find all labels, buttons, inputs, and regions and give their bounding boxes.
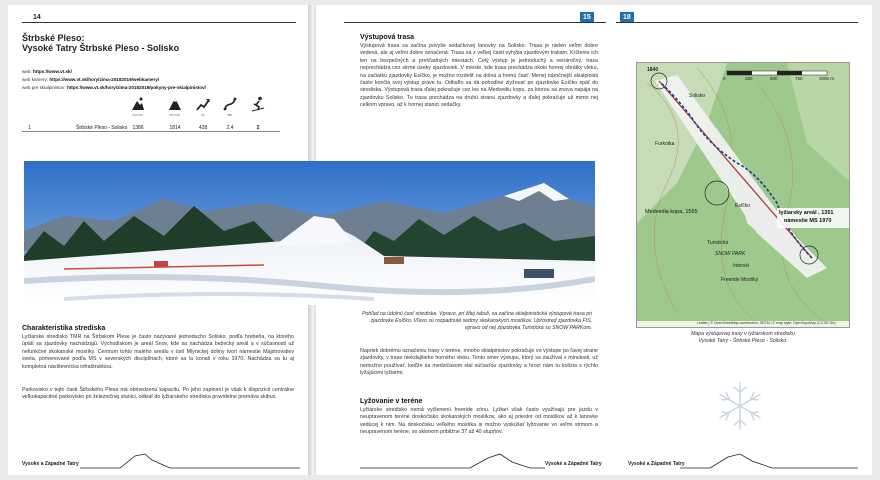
- stat-row-number: 1: [28, 125, 31, 131]
- ascent-route-text: Výstupová trasa sa začína povyše sedačkovej lanovky na Solisko. Trasa je nielen veľmi dobre vedená, ale aj veľmi dobre označená. Trasa sa z veľkej časti vyhýba zjazdovým tratiam. Kríženie ich len na bezpečných a prehľadných miestach. Celý výstup je jednoduchý a nenáročný, trasa neprechádza cez strmé úseky zjazdoviek. V mieste, kde trasa prechádza okolo hornej obrátky vleku, na začiatku zjazdovky Esíčko, je možno rozdeliť na dolnú a hornú časť. Menej náročnejší skialpinisti často končia svoj výstup práve tu. Odtiaľto sa dá pohodlne zlyžovať po zjazdovke Esíčko späť do strediska. Výstupová trasa ďalej pokračuje cez les na Medvediu kopu, za ktorou sa znova napája na zjazdovku Solisko. Tu trasa prechádza na druhú stranu zjazdovky a ďalej pokračuje už mimo nej celkom vpravo, až k hornej stanici sedačky.: [360, 43, 598, 109]
- section-title-offpiste: Lyžovanie v teréne: [360, 398, 423, 405]
- stats-table: [22, 96, 280, 136]
- page-number-right: 18: [620, 12, 634, 23]
- offpiste-text: Lyžiarske stredisko nemá vyčlenenú freeride zónu. Lyžiari však často využívajú pre jazdu v neupravenom teréne doskočisko skokanských mostíkov, ako aj priestor od mostíkov až k lanovke vedúcej k nim. Na doskočisku veľkého mostíka si možno vyskúšať lyžovanie vo veľmi strmom a neupravenom teréne, so sklonom približne 37 až 40 stupňov.: [360, 407, 598, 436]
- stat-value-min-alt: 1386: [132, 125, 144, 131]
- section-title-characteristics: Charakteristika strediska: [22, 325, 106, 332]
- web-link-line: [22, 69, 72, 75]
- webcam-url-link[interactable]: https://www.vt.sk/hory/zima-20182019/webkamery/: [49, 77, 160, 82]
- map-label-solisko: Solisko: [689, 93, 706, 99]
- stat-label-distance: km: [227, 113, 233, 117]
- map-label-freeride: Freeride Mostíky: [721, 277, 759, 283]
- map-scale-1000: 1000 m: [819, 76, 835, 81]
- web-label: web:: [22, 69, 32, 74]
- map-peak-elevation: 1840: [647, 67, 659, 73]
- webcam-label: web kamery:: [22, 77, 49, 82]
- skialp-url-link[interactable]: https://www.vt.sk/hory/zima-20182019/pokyny-pre-skialpinistov/: [66, 85, 206, 90]
- page-number-left: 14: [33, 14, 41, 21]
- page-title-line2: Vysoké Tatry Štrbské Pleso - Solisko: [22, 43, 180, 53]
- map-scale-750: 750: [795, 76, 803, 81]
- stat-value-distance: 2,4: [226, 125, 234, 131]
- stat-row-divider: [22, 131, 280, 132]
- skialp-link-line: [22, 85, 206, 91]
- map-label-turisticka: Turistická: [707, 240, 729, 246]
- footer-mountain-line-left: [80, 448, 300, 470]
- footer-label-middle: Vysoké a Západné Tatry: [545, 461, 602, 467]
- stat-value-gain: 428: [198, 125, 208, 131]
- map-label-medvedia-kopa: Medvedia kopa, 1565: [645, 209, 698, 215]
- ascent-route-text-2: Napriek dobrému označeniu trasy v teréne, mnoho skialpinistov pokračuje vo výstupe po ľavej strane zjazdovky, v trase niekdajšieho horného vleku. Tento smer výstupu, ktorý sa zaužíval v minulosti, už nemožno používať, keďže sa medzičasom stal súčasťou zjazdovky a hrozí nám tu kolízia s rýchlo lyžujúcimi lyžiarmi.: [360, 348, 598, 377]
- header-rule-middle: [344, 22, 606, 23]
- ski-resort-panorama-photo: [24, 161, 595, 305]
- skier-icon: [251, 96, 265, 112]
- stat-label-min-alt: m n.m.: [132, 113, 144, 117]
- mountain-high-icon: [168, 96, 182, 112]
- footer-label-left: Vysoké a Západné Tatry: [22, 461, 79, 467]
- mountain-low-icon: [131, 96, 145, 112]
- map-label-interski: Interski: [733, 263, 750, 269]
- map-attribution[interactable]: Leaflet | © OpenStreetMap contributors, SRTM | © map style: OpenTopoMap (CC-BY-SA): [697, 321, 836, 325]
- map-label-esicko: Esíčko: [735, 203, 751, 209]
- skialp-label: web pre skialpinistov:: [22, 85, 66, 90]
- footer-mountain-line-right: [680, 448, 858, 470]
- web-url-link[interactable]: https://www.vt.sk/: [33, 69, 72, 74]
- stat-label-max-alt: m n.m.: [169, 113, 181, 117]
- map-label-snow-park: SNOW PARK: [715, 251, 746, 257]
- characteristics-paragraph-1: Lyžiarske stredisko TMR na Štrbskom Plese je často nazývané jednoducho Solisko, podľa hrebeňa, na ktorého úpätí sa zjazdovky nachádzajú. Východiskom je areál Snov, kde sa nachádza bežecký areál a v súčasnosti už nefunkčné skokanské mostíky. Centrum tohto malého areálu v ústí Mlynickej doliny tvorí námestie Majstrovstiev sveta, pomenované podľa MS v severských disciplínach, ktoré sa tu konali v roku 1970. Nachádza sa tu aj kompletná návštevnícka infraštruktúra.: [22, 334, 294, 370]
- route-map[interactable]: [636, 62, 850, 328]
- distance-icon: [223, 96, 237, 112]
- webcam-link-line: [22, 77, 159, 83]
- stat-value-max-alt: 1814: [169, 125, 181, 131]
- header-rule-right: [616, 22, 858, 23]
- photo-caption: Pohľad na údolnú časť strediska. Vpravo, pri žltej tabuli, sa začína skialpinistická výstupová trasa pri zjazdovke Esíčko. Vľavo sú rozpadnuté sedmy skokanských mostíkov. Uprostred zjazdovka FIS, vpravo od nej zjazdovka Turistická so SNOW PARKom.: [362, 311, 592, 331]
- footer-mountain-line-middle: [360, 448, 545, 470]
- map-callout-line2: námestie MS 1970: [784, 218, 832, 224]
- map-caption: [636, 331, 850, 345]
- snowflake-icon: [714, 380, 766, 432]
- route-map-graphic: [637, 63, 850, 328]
- map-scale-0: 0: [723, 76, 726, 81]
- stat-label-gain: m: [201, 113, 205, 117]
- section-title-ascent-route: Výstupová trasa: [360, 34, 415, 41]
- stat-place-name: Štrbské Pleso - Solisko: [76, 125, 128, 131]
- footer-label-right: Vysoké a Západné Tatry: [628, 461, 685, 467]
- map-scale-500: 500: [770, 76, 778, 81]
- page-title-line1: Štrbské Pleso:: [22, 33, 85, 43]
- page-number-middle: 15: [580, 12, 594, 23]
- map-label-furkotka: Furkotka: [655, 141, 675, 147]
- map-caption-line1: Mapa výstupovej trasy v lyžiarskom stredisku: [691, 331, 795, 337]
- map-callout-line1: lyžiarsky areál , 1351: [779, 210, 834, 216]
- elevation-gain-icon: [196, 96, 210, 112]
- stat-value-difficulty: 2: [256, 125, 260, 131]
- header-rule-left: [22, 22, 296, 23]
- map-scale-250: 250: [745, 76, 753, 81]
- characteristics-paragraph-2: Parkovisko v tejto časti Štrbského Plesa má obmedzenú kapacitu. Po jeho zaplnení je však k dispozícii centrálne veľkokapacitné parkovisko pri železničnej stanici, odkiaľ do lyžiarskeho strediska pravidelne premáva skibus.: [22, 387, 294, 401]
- map-caption-line2: Vysoké Tatry - Štrbské Pleso - Solisko.: [698, 338, 788, 344]
